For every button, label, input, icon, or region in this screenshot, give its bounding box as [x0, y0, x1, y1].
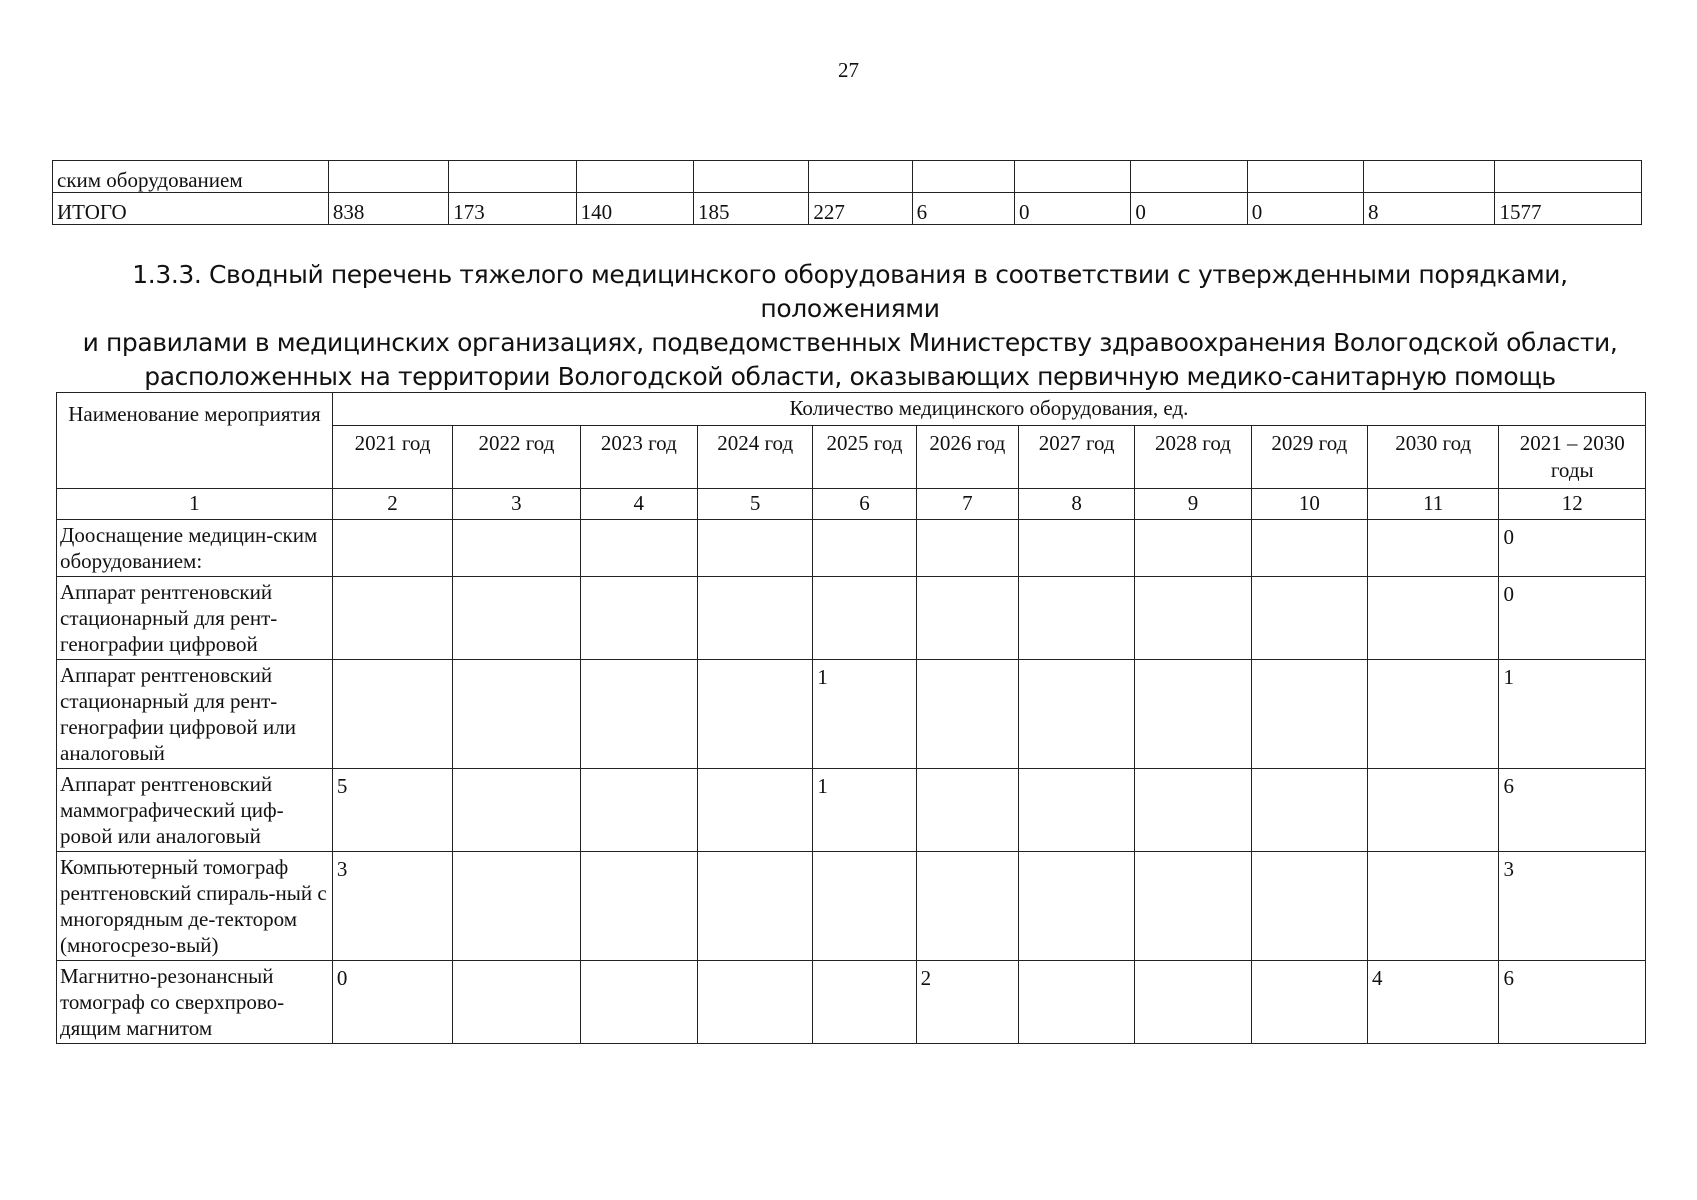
quantity-cell: 0	[1499, 520, 1646, 577]
quantity-cell	[916, 660, 1018, 769]
table-row	[57, 660, 1646, 769]
quantity-cell	[1251, 769, 1367, 852]
year-header: 2026 год	[916, 426, 1018, 489]
quantity-cell	[332, 520, 452, 577]
column-number: 4	[580, 489, 697, 520]
carry-over-table	[52, 160, 1642, 225]
quantity-cell	[1368, 660, 1499, 769]
carry-value-cell	[1247, 161, 1363, 193]
quantity-cell: 4	[1368, 961, 1499, 1044]
quantity-cell	[916, 577, 1018, 660]
quantity-cell	[1018, 660, 1134, 769]
quantity-cell	[697, 769, 812, 852]
table-row	[57, 852, 1646, 961]
name-column-header: Наименование мероприятия	[57, 393, 333, 489]
quantity-cell	[453, 769, 580, 852]
quantity-cell	[916, 520, 1018, 577]
quantity-cell	[1251, 577, 1367, 660]
carry-value-cell	[1364, 161, 1495, 193]
table-row	[57, 520, 1646, 577]
quantity-cell	[697, 852, 812, 961]
equipment-table	[56, 392, 1646, 1044]
column-number: 1	[57, 489, 333, 520]
carry-value-cell: 6	[912, 193, 1014, 225]
quantity-group-header: Количество медицинского оборудования, ед.	[332, 393, 1645, 426]
carry-value-cell	[576, 161, 693, 193]
carry-label-cell: ИТОГО	[53, 193, 329, 225]
carry-value-cell	[912, 161, 1014, 193]
year-header: 2029 год	[1251, 426, 1367, 489]
quantity-cell	[697, 961, 812, 1044]
equipment-name-cell: Аппарат рентгеновский стационарный для рент-генографии цифровой	[57, 577, 333, 660]
quantity-cell	[453, 852, 580, 961]
quantity-cell	[813, 520, 916, 577]
column-number: 11	[1368, 489, 1499, 520]
carry-value-cell: 173	[449, 193, 576, 225]
quantity-cell: 1	[813, 769, 916, 852]
carry-value-cell: 0	[1014, 193, 1130, 225]
quantity-cell: 2	[916, 961, 1018, 1044]
quantity-cell	[1018, 852, 1134, 961]
quantity-cell	[1368, 520, 1499, 577]
carry-value-cell: 0	[1247, 193, 1363, 225]
year-header: 2023 год	[580, 426, 697, 489]
quantity-cell	[453, 577, 580, 660]
quantity-cell	[1251, 520, 1367, 577]
quantity-cell	[1135, 769, 1251, 852]
carry-value-cell	[1495, 161, 1642, 193]
carry-row	[53, 161, 1642, 193]
year-header: 2022 год	[453, 426, 580, 489]
carry-value-cell: 185	[693, 193, 808, 225]
quantity-cell	[697, 577, 812, 660]
heading-line: 1.3.3. Сводный перечень тяжелого медицинского оборудования в соответствии с утвержденными порядками, положениями	[132, 260, 1568, 323]
quantity-cell	[332, 660, 452, 769]
quantity-cell: 3	[332, 852, 452, 961]
column-number: 5	[697, 489, 812, 520]
quantity-cell	[813, 852, 916, 961]
quantity-cell	[813, 961, 916, 1044]
carry-value-cell: 8	[1364, 193, 1495, 225]
quantity-cell	[453, 961, 580, 1044]
carry-value-cell	[1014, 161, 1130, 193]
quantity-cell	[697, 520, 812, 577]
column-number: 10	[1251, 489, 1367, 520]
carry-value-cell: 838	[328, 193, 448, 225]
quantity-cell	[580, 577, 697, 660]
carry-value-cell	[809, 161, 912, 193]
quantity-cell: 3	[1499, 852, 1646, 961]
quantity-cell	[580, 660, 697, 769]
column-number: 9	[1135, 489, 1251, 520]
quantity-cell	[1135, 520, 1251, 577]
quantity-cell: 1	[1499, 660, 1646, 769]
carry-label-cell: ским оборудованием	[53, 161, 329, 193]
quantity-cell	[580, 961, 697, 1044]
heading-line: расположенных на территории Вологодской области, оказывающих первичную медико-санитарную помощь	[144, 362, 1556, 391]
page-number: 27	[838, 58, 859, 82]
quantity-cell	[1018, 769, 1134, 852]
quantity-cell	[453, 520, 580, 577]
column-number: 12	[1499, 489, 1646, 520]
year-header: 2024 год	[697, 426, 812, 489]
year-header: 2025 год	[813, 426, 916, 489]
quantity-cell: 0	[332, 961, 452, 1044]
quantity-cell	[916, 769, 1018, 852]
equipment-name-cell: Аппарат рентгеновский стационарный для рент-генографии цифровой или аналоговый	[57, 660, 333, 769]
quantity-cell	[697, 660, 812, 769]
table-row	[57, 577, 1646, 660]
year-header: 2028 год	[1135, 426, 1251, 489]
quantity-cell	[1251, 852, 1367, 961]
quantity-cell	[916, 852, 1018, 961]
year-header: 2021 – 2030 годы	[1499, 426, 1646, 489]
quantity-cell	[1018, 961, 1134, 1044]
quantity-cell: 6	[1499, 961, 1646, 1044]
column-number: 2	[332, 489, 452, 520]
quantity-cell	[453, 660, 580, 769]
quantity-cell	[1018, 520, 1134, 577]
column-number: 8	[1018, 489, 1134, 520]
table-row	[57, 769, 1646, 852]
quantity-cell: 1	[813, 660, 916, 769]
quantity-cell: 6	[1499, 769, 1646, 852]
column-number: 7	[916, 489, 1018, 520]
quantity-cell	[1251, 660, 1367, 769]
carry-value-cell	[328, 161, 448, 193]
carry-value-cell: 227	[809, 193, 912, 225]
quantity-cell	[813, 577, 916, 660]
carry-value-cell	[449, 161, 576, 193]
heading-line: и правилами в медицинских организациях, подведомственных Министерству здравоохранения Вологодской области,	[82, 328, 1618, 357]
equipment-name-cell: Магнитно-резонансный томограф со сверхпрово-дящим магнитом	[57, 961, 333, 1044]
carry-row	[53, 193, 1642, 225]
quantity-cell	[580, 769, 697, 852]
quantity-cell	[1368, 577, 1499, 660]
quantity-cell	[1135, 961, 1251, 1044]
carry-value-cell: 0	[1131, 193, 1247, 225]
year-header: 2027 год	[1018, 426, 1134, 489]
carry-value-cell: 1577	[1495, 193, 1642, 225]
quantity-cell	[580, 852, 697, 961]
quantity-cell	[1018, 577, 1134, 660]
quantity-cell	[1251, 961, 1367, 1044]
quantity-cell	[1135, 852, 1251, 961]
equipment-name-cell: Дооснащение медицин-ским оборудованием:	[57, 520, 333, 577]
section-heading	[60, 258, 1640, 394]
equipment-name-cell: Аппарат рентгеновский маммографический циф-ровой или аналоговый	[57, 769, 333, 852]
quantity-cell	[1135, 660, 1251, 769]
year-header: 2030 год	[1368, 426, 1499, 489]
quantity-cell	[1368, 769, 1499, 852]
column-number: 3	[453, 489, 580, 520]
quantity-cell	[580, 520, 697, 577]
quantity-cell: 5	[332, 769, 452, 852]
quantity-cell: 0	[1499, 577, 1646, 660]
carry-value-cell	[1131, 161, 1247, 193]
carry-value-cell	[693, 161, 808, 193]
quantity-cell	[1135, 577, 1251, 660]
table-row	[57, 961, 1646, 1044]
column-number: 6	[813, 489, 916, 520]
quantity-cell	[332, 577, 452, 660]
carry-value-cell: 140	[576, 193, 693, 225]
equipment-name-cell: Компьютерный томограф рентгеновский спираль-ный с многорядным де-тектором (многосрезо-вый)	[57, 852, 333, 961]
year-header: 2021 год	[332, 426, 452, 489]
quantity-cell	[1368, 852, 1499, 961]
